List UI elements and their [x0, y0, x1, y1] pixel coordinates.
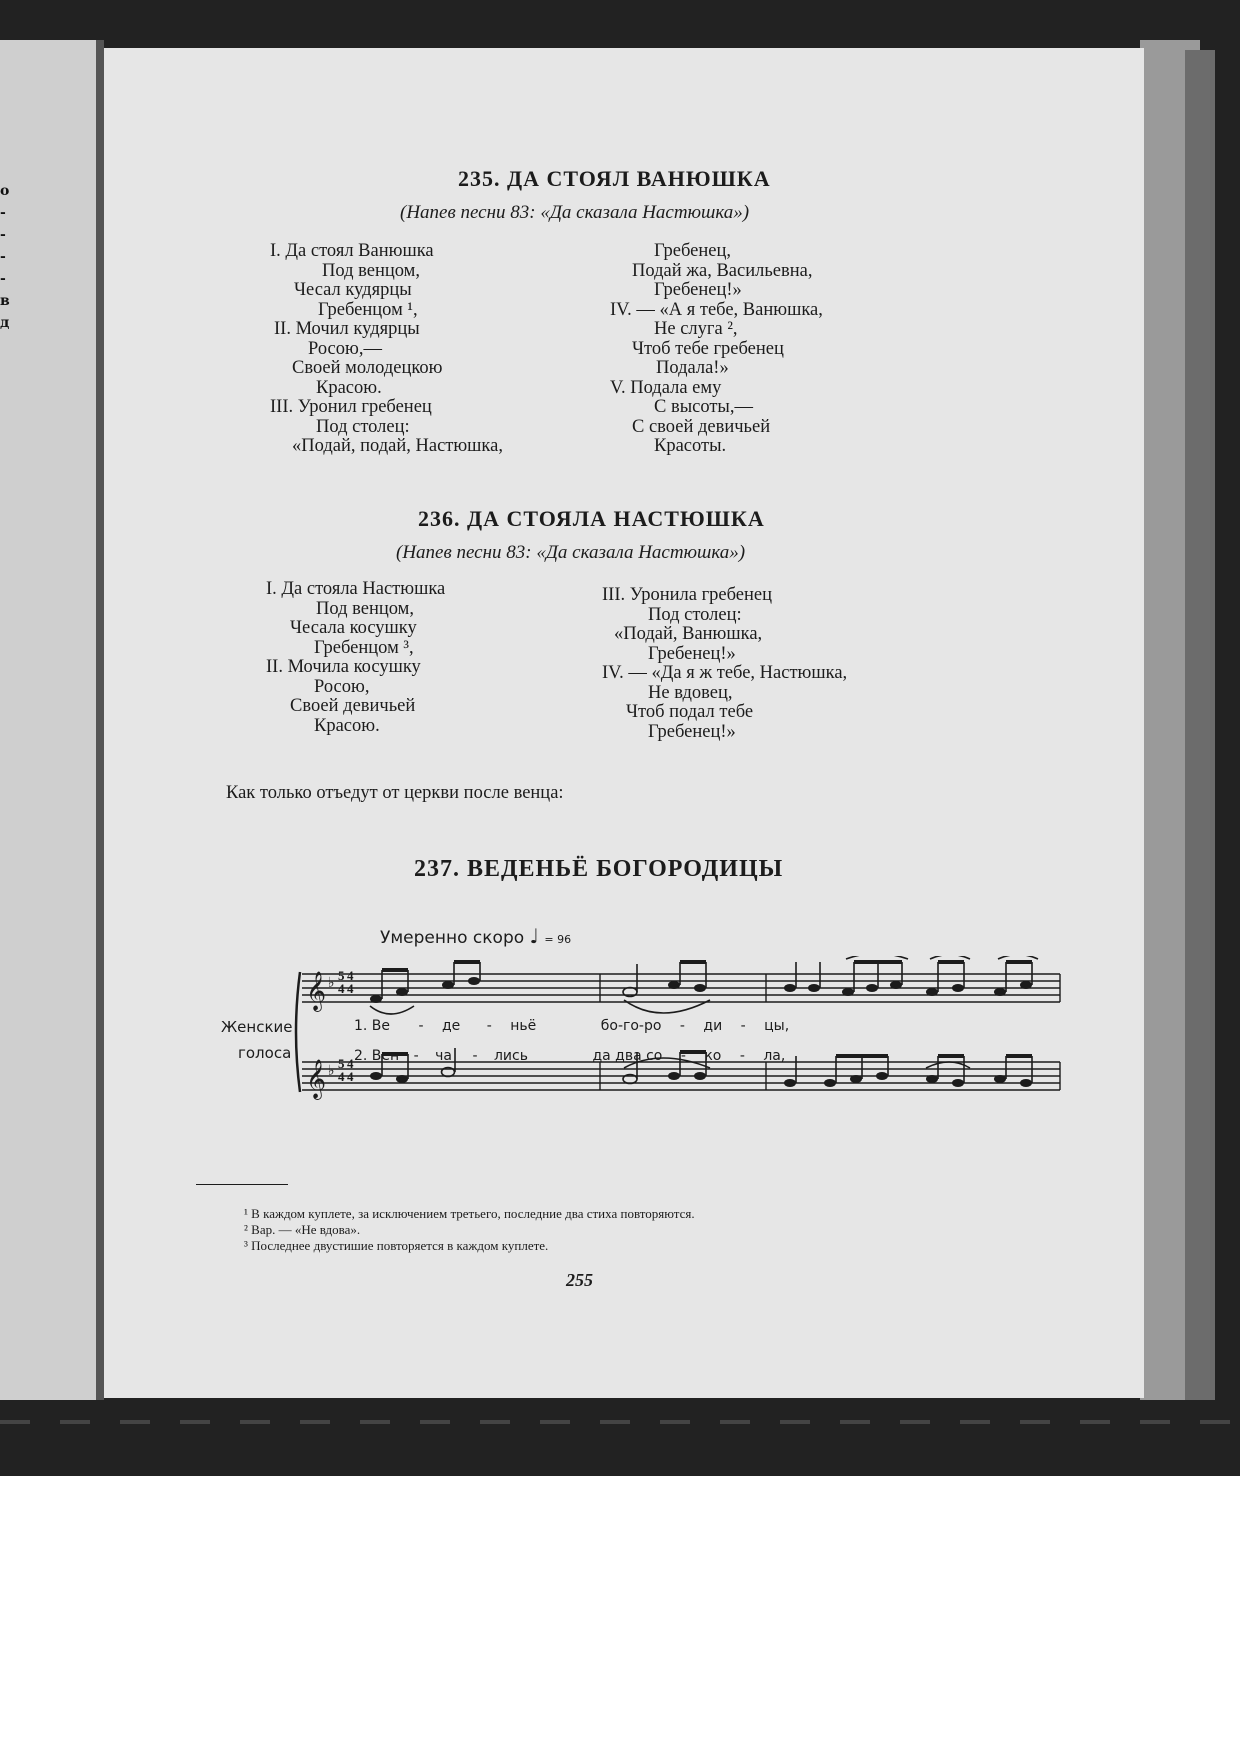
verse-line: «Подай, Ванюшка, — [614, 624, 763, 644]
lower-notes — [370, 1068, 1032, 1088]
tempo-text: Умеренно скоро — [380, 928, 525, 948]
footnote-rule — [196, 1184, 288, 1185]
song-236-column-2 — [602, 586, 847, 742]
verse-line: Под венцом, — [322, 260, 420, 281]
book-bottom-edge — [0, 1420, 1240, 1424]
lyric-hyphen: - — [418, 1018, 424, 1034]
verse-line: «Подай, подай, Настюшка, — [292, 436, 503, 456]
footnote: ¹ В каждом куплете, за исключением третьего, последние два стиха повторяются. — [244, 1206, 695, 1221]
treble-clef-icon: 𝄞 — [306, 1059, 327, 1099]
verse-line: Росою,— — [308, 338, 382, 359]
upper-stems-beams — [370, 956, 1038, 1014]
verse-line: Гребенец, — [654, 241, 732, 261]
brace-icon — [296, 972, 300, 1092]
verse-line: Красою. — [316, 377, 382, 398]
song-236-title: 236. ДА СТОЯЛА НАСТЮШКА — [418, 506, 765, 531]
verse-line: Красоты. — [654, 436, 727, 456]
voices-label-line-1: Женские — [221, 1018, 293, 1036]
left-page-edge — [0, 40, 100, 1400]
verse-line: Своей девичьей — [290, 696, 416, 716]
svg-text:5: 5 — [338, 968, 345, 983]
lyric-hyphen: - — [680, 1048, 686, 1064]
svg-text:4: 4 — [347, 968, 354, 983]
lyric-syllable: де — [442, 1018, 461, 1034]
staff-lower — [302, 1062, 1060, 1090]
footnote: ³ Последнее двустишие повторяется в каждом куплете. — [244, 1238, 549, 1253]
verse-line: Чесала косушку — [290, 618, 417, 638]
verse-line: Подай жа, Васильевна, — [632, 260, 813, 281]
verse-line: II. Мочил кудярцы — [274, 319, 420, 339]
lyrics-line-2 — [354, 1048, 785, 1064]
verse-line: III. Уронила гребенец — [602, 585, 773, 605]
svg-text:5: 5 — [338, 1056, 345, 1071]
svg-text:4: 4 — [338, 981, 345, 996]
lyric-hyphen: - — [679, 1018, 685, 1034]
song-236-subtitle: (Напев песни 83: «Да сказала Настюшка») — [396, 542, 746, 563]
lyric-hyphen: - — [486, 1018, 492, 1034]
verse-line: IV. — «А я тебе, Ванюшка, — [610, 299, 823, 320]
lyric-hyphen: - — [472, 1048, 478, 1064]
verse-line: Под столец: — [648, 604, 742, 625]
left-margin-fragments — [0, 180, 20, 334]
verse-line: Не слуга ², — [654, 319, 738, 339]
voices-label-line-2: голоса — [238, 1044, 292, 1062]
lyric-syllable: да два со — [592, 1048, 663, 1064]
fragment: о — [0, 183, 10, 199]
verse-line: Под венцом, — [316, 598, 414, 619]
lyric-hyphen: - — [739, 1048, 745, 1064]
verse-line: С высоты,— — [654, 397, 753, 417]
lyric-syllable: лись — [493, 1048, 528, 1064]
verse-line: V. Подала ему — [610, 377, 722, 398]
footnotes — [244, 1206, 695, 1254]
verse-line: Под столец: — [316, 416, 410, 437]
song-235-subtitle: (Напев песни 83: «Да сказала Настюшка») — [400, 202, 750, 223]
svg-text:4: 4 — [347, 981, 354, 996]
svg-text:4: 4 — [347, 1056, 354, 1071]
staff-upper — [302, 974, 1060, 1002]
song-235-title: 235. ДА СТОЯЛ ВАНЮШКА — [458, 166, 771, 191]
verse-line: Подала!» — [656, 358, 729, 378]
page — [104, 48, 1144, 1398]
footnote: ² Вар. — «Не вдова». — [244, 1222, 361, 1237]
song-235-column-1 — [270, 242, 503, 457]
lyrics-line-1 — [354, 1018, 789, 1034]
fragment: - — [0, 249, 6, 265]
fragment: - — [0, 205, 6, 221]
lyric-syllable: бо-го-ро — [600, 1018, 662, 1034]
quarter-note-icon: ♩ — [529, 924, 539, 948]
tempo-marking — [380, 924, 571, 948]
verse-line: Гребенец!» — [654, 280, 742, 300]
verse-line: Чесал кудярцы — [294, 280, 412, 300]
fragment: д — [0, 315, 10, 331]
fragment: - — [0, 271, 6, 287]
verse-line: III. Уронил гребенец — [270, 397, 432, 417]
flat-icon: ♭ — [328, 1063, 335, 1079]
song-237-title: 237. ВЕДЕНЬЁ БОГОРОДИЦЫ — [414, 856, 784, 882]
fragment: - — [0, 227, 6, 243]
lyric-syllable: ла, — [763, 1048, 786, 1064]
transition-text: Как только отъедут от церкви после венца: — [226, 783, 564, 803]
lyric-syllable: ко — [704, 1048, 722, 1064]
verse-line: Красою. — [314, 715, 380, 736]
page-number: 255 — [566, 1270, 593, 1290]
verse-line: Чтоб тебе гребенец — [632, 338, 784, 359]
verse-line: IV. — «Да я ж тебе, Настюшка, — [602, 663, 848, 683]
lyric-syllable: ньё — [510, 1018, 537, 1034]
verse-line: Гребенцом ³, — [314, 637, 414, 658]
lyric-syllable: ди — [703, 1018, 723, 1034]
verse-line: Росою, — [314, 676, 370, 697]
verse-line: Чтоб подал тебе — [626, 702, 754, 722]
verse-line: I. Да стоял Ванюшка — [270, 241, 434, 261]
verse-line: II. Мочила косушку — [266, 657, 421, 677]
verse-line: Гребенец!» — [648, 643, 736, 664]
lyric-syllable: 1. Ве — [354, 1018, 391, 1034]
verse-line: Своей молодецкою — [292, 358, 443, 378]
book-gutter — [96, 40, 104, 1400]
lyric-hyphen: - — [740, 1018, 746, 1034]
verse-line: Не вдовец, — [648, 682, 733, 703]
fragment: в — [0, 293, 10, 309]
svg-text:4: 4 — [347, 1069, 354, 1084]
lyric-syllable: цы, — [764, 1018, 790, 1034]
verse-line: Гребенцом ¹, — [318, 299, 418, 320]
treble-clef-icon: 𝄞 — [306, 971, 327, 1011]
lyric-hyphen: - — [413, 1048, 419, 1064]
song-235-column-2 — [610, 242, 823, 457]
verse-line: С своей девичьей — [632, 416, 771, 437]
lyric-syllable: ча — [435, 1048, 453, 1064]
flat-icon: ♭ — [328, 975, 335, 991]
verse-line: Гребенец!» — [648, 721, 736, 742]
verse-line: I. Да стояла Настюшка — [266, 579, 446, 599]
book-cover-edge — [1185, 50, 1215, 1400]
time-signature — [338, 968, 354, 1084]
tempo-value: = 96 — [544, 933, 572, 946]
svg-text:4: 4 — [338, 1069, 345, 1084]
lyric-syllable: 2. Вен — [354, 1048, 400, 1064]
song-236-column-1 — [266, 580, 445, 736]
